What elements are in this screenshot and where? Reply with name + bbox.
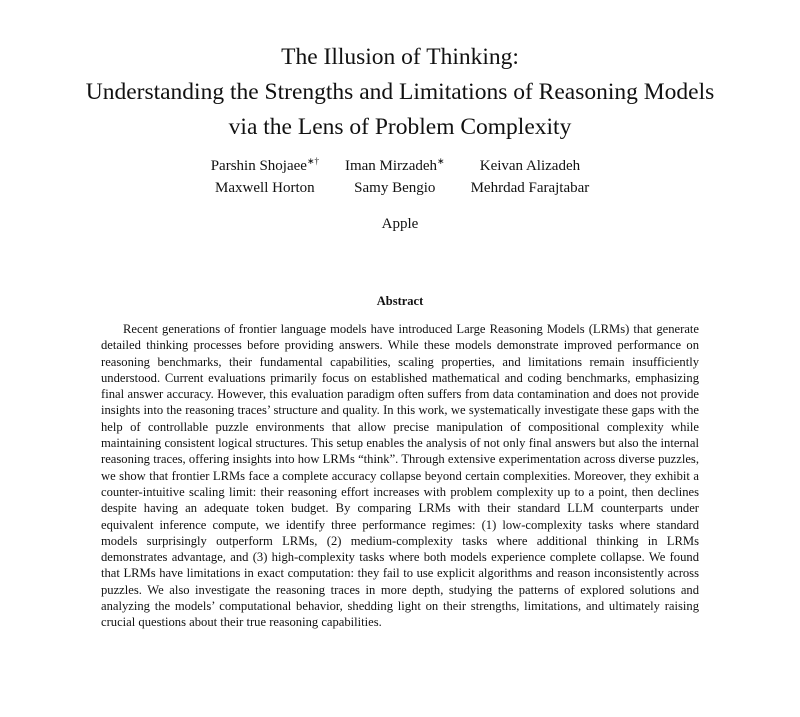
- author-block: [0, 155, 800, 199]
- author-column-2: [345, 155, 445, 199]
- abstract-heading: Abstract: [376, 294, 424, 308]
- author-column-1: [211, 155, 319, 199]
- abstract-text: Recent generations of frontier language models have introduced Large Reasoning Models (LRMs) that generate detailed thinking processes before providing answers. While these models demonstrate improved performance on reasoning benchmarks, their fundamental capabilities, scaling properties, and limitations remain insufficiently understood. Current evaluations primarily focus on established mathematical and coding benchmarks, emphasizing final answer accuracy. However, this evaluation paradigm often suffers from data contamination and does not provide insights into the reasoning traces’ structure and quality. In this work, we systematically investigate these gaps with the help of controllable puzzle environments that allow precise manipulation of compositional complexity while maintaining consistent logical structures. This setup enables the analysis of not only final answers but also the internal reasoning traces, offering insights into how LRMs “think”. Through extensive experimentation across diverse puzzles, we show that frontier LRMs face a complete accuracy collapse beyond certain complexities. Moreover, they exhibit a counter-intuitive scaling limit: their reasoning effort increases with problem complexity up to a point, then declines despite having an adequate token budget. By comparing LRMs with their standard LLM counterparts under equivalent inference compute, we identify three performance regimes: (1) low-complexity tasks where standard models surprisingly outperform LRMs, (2) medium-complexity tasks where additional thinking in LRMs demonstrates advantage, and (3) high-complexity tasks where both models experience complete collapse. We found that LRMs have limitations in exact computation: they fail to use explicit algorithms and reason inconsistently across puzzles. We also investigate the reasoning traces in more depth, studying the patterns of explored solutions and analyzing the models’ computational behavior, shedding light on their strengths, limitations, and ultimately raising crucial questions about their true reasoning capabilities.: [101, 322, 699, 630]
- title-line-2: Understanding the Strengths and Limitations of Reasoning Models: [85, 79, 715, 105]
- title-line-3: via the Lens of Problem Complexity: [228, 114, 572, 140]
- author-marks: ∗†: [306, 156, 319, 166]
- author-name: Maxwell Horton: [215, 180, 315, 196]
- author-name: Mehrdad Farajtabar: [470, 180, 590, 196]
- author-name: Keivan Alizadeh: [479, 158, 581, 174]
- author-name: Samy Bengio: [354, 180, 436, 196]
- paper-title: [0, 40, 800, 145]
- author-column-3: [471, 155, 590, 199]
- title-line-1: The Illusion of Thinking:: [281, 44, 519, 70]
- affiliation: Apple: [381, 216, 419, 232]
- author-name: Iman Mirzadeh∗: [344, 156, 445, 174]
- author-marks: ∗: [437, 156, 445, 166]
- author-name: Parshin Shojaee∗†: [210, 156, 319, 174]
